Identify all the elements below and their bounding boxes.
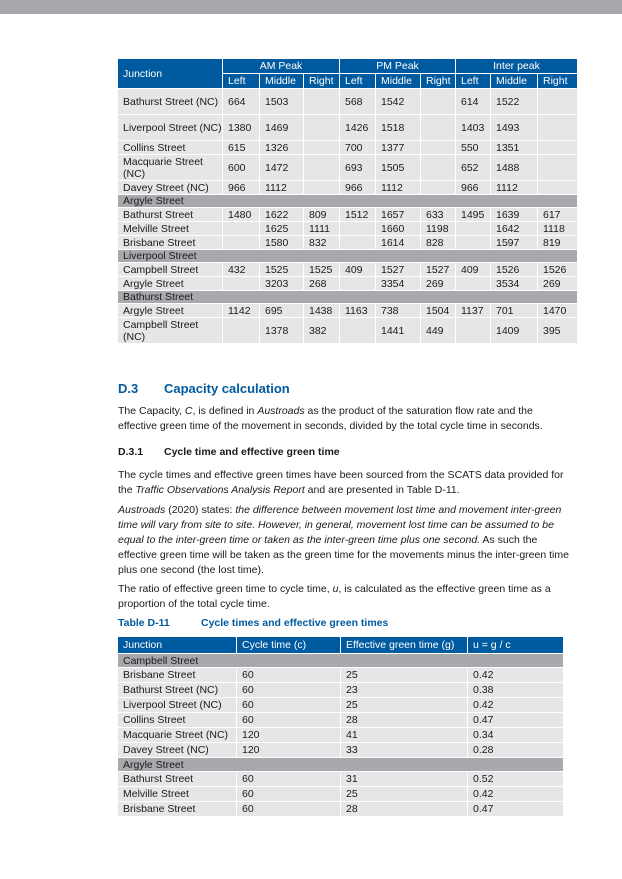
value-cell: 633 — [420, 207, 455, 221]
value-cell: 966 — [339, 180, 375, 194]
junction-cell: Argyle Street — [118, 276, 222, 290]
value-cell: 25 — [340, 667, 467, 682]
flow-table-row — [118, 180, 577, 194]
value-cell: 28 — [340, 801, 467, 816]
italic-text: C — [184, 405, 193, 417]
value-cell: 0.42 — [467, 786, 563, 801]
value-cell: 1597 — [490, 235, 537, 249]
value-cell: 1472 — [259, 154, 303, 180]
value-cell: 0.42 — [467, 667, 563, 682]
cycle-table-row — [118, 697, 563, 712]
value-cell: 1639 — [490, 207, 537, 221]
value-cell: 652 — [455, 154, 490, 180]
flow-table-row — [118, 317, 577, 343]
value-cell — [455, 235, 490, 249]
value-cell: 25 — [340, 786, 467, 801]
value-cell: 1518 — [375, 114, 420, 140]
value-cell: 1522 — [490, 88, 537, 114]
value-cell: 1660 — [375, 221, 420, 235]
text-run: , is calculated as the effective green time as a proportion of the total cycle time. — [118, 583, 551, 610]
value-cell: 3354 — [375, 276, 420, 290]
value-cell: 3534 — [490, 276, 537, 290]
value-cell: 1488 — [490, 154, 537, 180]
value-cell: 395 — [537, 317, 577, 343]
text-run: The Capacity, — [118, 405, 185, 417]
cycle-table-body — [118, 653, 563, 816]
paragraph-ratio-definition — [118, 582, 570, 612]
cycle-table-row — [118, 786, 563, 801]
flow-header-inter-peak: Inter peak — [455, 59, 577, 74]
flow-subheader: Middle — [490, 74, 537, 88]
table-number: Table D-11 — [118, 617, 170, 629]
text-run: As such the effective green time will be taken as the green time for the movements minus the inter-green time plus one second (the lost time). — [118, 534, 569, 576]
value-cell: 1525 — [303, 262, 339, 276]
flow-header-pm-peak: PM Peak — [339, 59, 455, 74]
value-cell: 1326 — [259, 140, 303, 154]
value-cell: 0.47 — [467, 712, 563, 727]
value-cell: 700 — [339, 140, 375, 154]
section-number: D.3 — [118, 381, 139, 396]
flow-subheader: Left — [455, 74, 490, 88]
value-cell: 0.42 — [467, 697, 563, 712]
value-cell — [303, 140, 339, 154]
cycle-table-group-row — [118, 757, 563, 771]
junction-cell: Liverpool Street (NC) — [118, 697, 236, 712]
value-cell: 1198 — [420, 221, 455, 235]
flow-table-row — [118, 207, 577, 221]
section-title: Cycle time and effective green time — [164, 446, 340, 458]
value-cell — [303, 114, 339, 140]
value-cell: 1351 — [490, 140, 537, 154]
value-cell: 31 — [340, 771, 467, 786]
value-cell — [455, 276, 490, 290]
value-cell — [339, 221, 375, 235]
value-cell: 0.47 — [467, 801, 563, 816]
group-label: Campbell Street — [118, 653, 563, 667]
value-cell: 3203 — [259, 276, 303, 290]
value-cell: 60 — [236, 667, 340, 682]
flow-table-row — [118, 276, 577, 290]
value-cell: 819 — [537, 235, 577, 249]
flow-table — [118, 59, 577, 343]
value-cell: 1409 — [490, 317, 537, 343]
cycle-table-row — [118, 727, 563, 742]
value-cell: 664 — [222, 88, 259, 114]
flow-subheader: Left — [339, 74, 375, 88]
cycle-header-junction: Junction — [118, 637, 236, 653]
value-cell: 617 — [537, 207, 577, 221]
junction-cell: Bathurst Street — [118, 207, 222, 221]
value-cell: 28 — [340, 712, 467, 727]
junction-cell: Argyle Street — [118, 303, 222, 317]
flow-table-row — [118, 262, 577, 276]
value-cell: 1526 — [490, 262, 537, 276]
value-cell: 0.34 — [467, 727, 563, 742]
value-cell — [303, 154, 339, 180]
value-cell: 1163 — [339, 303, 375, 317]
value-cell: 60 — [236, 786, 340, 801]
value-cell: 0.38 — [467, 682, 563, 697]
value-cell: 614 — [455, 88, 490, 114]
value-cell — [339, 317, 375, 343]
value-cell: 1378 — [259, 317, 303, 343]
junction-cell: Melville Street — [118, 221, 222, 235]
value-cell: 1142 — [222, 303, 259, 317]
table-title: Cycle times and effective green times — [201, 617, 389, 629]
group-label: Argyle Street — [118, 757, 563, 771]
value-cell: 1625 — [259, 221, 303, 235]
value-cell: 432 — [222, 262, 259, 276]
value-cell — [537, 154, 577, 180]
value-cell: 966 — [455, 180, 490, 194]
value-cell — [537, 88, 577, 114]
value-cell: 1470 — [537, 303, 577, 317]
value-cell — [222, 221, 259, 235]
junction-cell: Macquarie Street (NC) — [118, 154, 222, 180]
value-cell: 1380 — [222, 114, 259, 140]
value-cell: 60 — [236, 712, 340, 727]
flow-table-row — [118, 114, 577, 140]
flow-table-group-row — [118, 249, 577, 262]
junction-cell: Brisbane Street — [118, 801, 236, 816]
junction-cell: Davey Street (NC) — [118, 742, 236, 757]
junction-cell: Liverpool Street (NC) — [118, 114, 222, 140]
value-cell: 1112 — [490, 180, 537, 194]
cycle-table-row — [118, 667, 563, 682]
paragraph-capacity-definition — [118, 404, 570, 434]
flow-table-row — [118, 221, 577, 235]
value-cell — [420, 180, 455, 194]
value-cell: 1526 — [537, 262, 577, 276]
value-cell: 268 — [303, 276, 339, 290]
flow-header-junction: Junction — [118, 59, 222, 88]
value-cell: 568 — [339, 88, 375, 114]
value-cell: 1642 — [490, 221, 537, 235]
value-cell: 0.52 — [467, 771, 563, 786]
junction-cell: Brisbane Street — [118, 235, 222, 249]
junction-cell: Bathurst Street (NC) — [118, 682, 236, 697]
value-cell: 550 — [455, 140, 490, 154]
value-cell: 1614 — [375, 235, 420, 249]
flow-table-row — [118, 303, 577, 317]
text-run: The cycle times and effective green times have been sourced from the SCATS data provided for the — [118, 469, 564, 496]
value-cell: 1504 — [420, 303, 455, 317]
value-cell: 1512 — [339, 207, 375, 221]
value-cell: 60 — [236, 771, 340, 786]
text-run: (2020) states: — [165, 504, 236, 516]
value-cell: 1441 — [375, 317, 420, 343]
value-cell: 1480 — [222, 207, 259, 221]
value-cell — [420, 154, 455, 180]
value-cell — [303, 88, 339, 114]
junction-cell: Davey Street (NC) — [118, 180, 222, 194]
value-cell: 832 — [303, 235, 339, 249]
text-run: and are presented in Table D-11. — [304, 484, 460, 496]
italic-text: Austroads — [118, 504, 166, 516]
value-cell: 25 — [340, 697, 467, 712]
flow-subheader: Left — [222, 74, 259, 88]
value-cell — [537, 180, 577, 194]
junction-cell: Macquarie Street (NC) — [118, 727, 236, 742]
section-title: Capacity calculation — [164, 381, 290, 396]
value-cell — [455, 221, 490, 235]
cycle-table-row — [118, 771, 563, 786]
flow-table-group-row — [118, 194, 577, 207]
italic-text: u — [332, 583, 339, 595]
value-cell: 1525 — [259, 262, 303, 276]
group-label: Liverpool Street — [118, 249, 577, 262]
value-cell: 1403 — [455, 114, 490, 140]
junction-cell: Collins Street — [118, 140, 222, 154]
paragraph-cycle-source — [118, 468, 570, 498]
value-cell: 269 — [420, 276, 455, 290]
value-cell — [222, 276, 259, 290]
junction-cell: Bathurst Street — [118, 771, 236, 786]
value-cell: 1503 — [259, 88, 303, 114]
junction-cell: Collins Street — [118, 712, 236, 727]
value-cell — [339, 276, 375, 290]
value-cell: 60 — [236, 801, 340, 816]
junction-cell: Melville Street — [118, 786, 236, 801]
value-cell: 701 — [490, 303, 537, 317]
flow-subheader: Right — [303, 74, 339, 88]
value-cell — [420, 140, 455, 154]
value-cell — [222, 235, 259, 249]
value-cell — [537, 140, 577, 154]
section-d31-heading — [118, 446, 340, 458]
value-cell: 738 — [375, 303, 420, 317]
value-cell: 1118 — [537, 221, 577, 235]
value-cell: 60 — [236, 697, 340, 712]
value-cell: 1426 — [339, 114, 375, 140]
value-cell: 1622 — [259, 207, 303, 221]
paragraph-austroads-quote — [118, 503, 570, 578]
value-cell: 809 — [303, 207, 339, 221]
value-cell — [537, 114, 577, 140]
value-cell: 409 — [339, 262, 375, 276]
flow-table-body — [118, 88, 577, 343]
junction-cell: Campbell Street (NC) — [118, 317, 222, 343]
group-label: Argyle Street — [118, 194, 577, 207]
italic-text: the difference between movement lost time and movement inter-green time will vary from site to site. However, in general, movement lost time can be assumed to be equal to the inter-green time or taken as the inter-green time plus one second. — [118, 504, 562, 546]
value-cell: 269 — [537, 276, 577, 290]
value-cell: 1111 — [303, 221, 339, 235]
value-cell: 1112 — [375, 180, 420, 194]
top-gray-bar — [0, 0, 622, 14]
value-cell: 1542 — [375, 88, 420, 114]
value-cell: 600 — [222, 154, 259, 180]
section-d3-heading — [118, 381, 290, 396]
cycle-header-ratio: u = g / c — [467, 637, 563, 653]
table-d11-caption — [118, 617, 388, 629]
value-cell: 0.28 — [467, 742, 563, 757]
value-cell — [420, 114, 455, 140]
value-cell: 382 — [303, 317, 339, 343]
section-number: D.3.1 — [118, 446, 144, 458]
value-cell: 828 — [420, 235, 455, 249]
value-cell: 693 — [339, 154, 375, 180]
flow-subheader: Right — [537, 74, 577, 88]
value-cell: 120 — [236, 727, 340, 742]
cycle-header-effective-green: Effective green time (g) — [340, 637, 467, 653]
value-cell — [455, 317, 490, 343]
value-cell — [303, 180, 339, 194]
value-cell: 1657 — [375, 207, 420, 221]
cycle-table-group-row — [118, 653, 563, 667]
flow-subheader: Middle — [259, 74, 303, 88]
flow-table-row — [118, 88, 577, 114]
cycle-table-row — [118, 801, 563, 816]
flow-table-row — [118, 140, 577, 154]
cycle-table — [118, 637, 563, 816]
value-cell: 1495 — [455, 207, 490, 221]
junction-cell: Campbell Street — [118, 262, 222, 276]
text-run: The ratio of effective green time to cycle time, — [118, 583, 333, 595]
value-cell: 1527 — [420, 262, 455, 276]
text-run: as the product of the saturation flow rate and the effective green time of the movement in seconds, divided by the total cycle time in seconds. — [118, 405, 543, 432]
flow-header-am-peak: AM Peak — [222, 59, 339, 74]
value-cell: 1137 — [455, 303, 490, 317]
flow-table-row — [118, 154, 577, 180]
value-cell — [222, 317, 259, 343]
cycle-table-row — [118, 682, 563, 697]
value-cell: 1377 — [375, 140, 420, 154]
value-cell: 41 — [340, 727, 467, 742]
value-cell: 1580 — [259, 235, 303, 249]
italic-text: Traffic Observations Analysis Report — [135, 484, 305, 496]
value-cell: 120 — [236, 742, 340, 757]
group-label: Bathurst Street — [118, 290, 577, 303]
value-cell: 1505 — [375, 154, 420, 180]
value-cell: 1527 — [375, 262, 420, 276]
junction-cell: Brisbane Street — [118, 667, 236, 682]
cycle-table-row — [118, 712, 563, 727]
cycle-header-cycle-time: Cycle time (c) — [236, 637, 340, 653]
flow-table-row — [118, 235, 577, 249]
cycle-table-row — [118, 742, 563, 757]
value-cell: 1493 — [490, 114, 537, 140]
value-cell: 33 — [340, 742, 467, 757]
flow-subheader: Right — [420, 74, 455, 88]
value-cell: 1112 — [259, 180, 303, 194]
value-cell — [420, 88, 455, 114]
text-run: , is defined in — [192, 405, 258, 417]
value-cell: 23 — [340, 682, 467, 697]
value-cell: 695 — [259, 303, 303, 317]
junction-cell: Bathurst Street (NC) — [118, 88, 222, 114]
value-cell: 1438 — [303, 303, 339, 317]
flow-subheader: Middle — [375, 74, 420, 88]
value-cell: 1469 — [259, 114, 303, 140]
value-cell: 615 — [222, 140, 259, 154]
value-cell: 409 — [455, 262, 490, 276]
value-cell: 449 — [420, 317, 455, 343]
value-cell — [339, 235, 375, 249]
value-cell: 966 — [222, 180, 259, 194]
value-cell: 60 — [236, 682, 340, 697]
flow-table-group-row — [118, 290, 577, 303]
italic-text: Austroads — [257, 405, 305, 417]
